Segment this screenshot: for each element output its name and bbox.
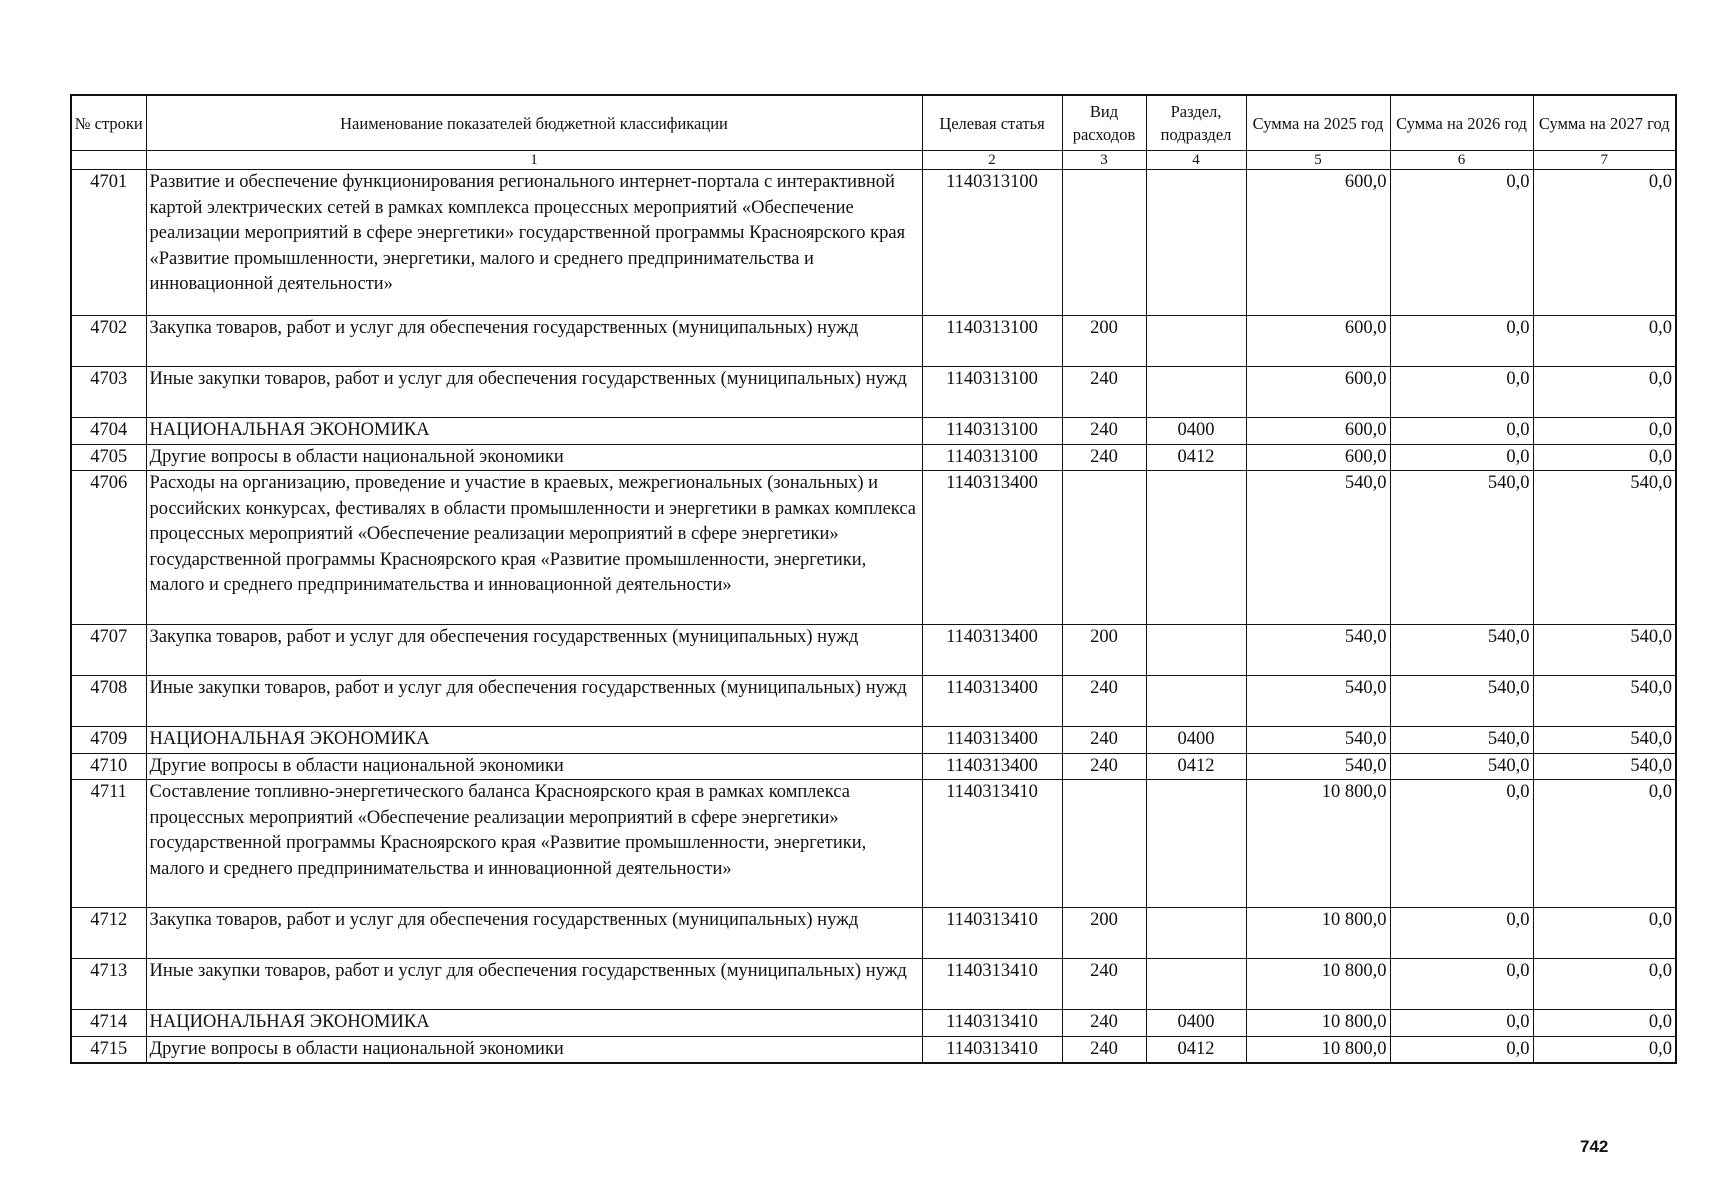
table-row: [71, 367, 1676, 418]
row-name: Другие вопросы в области национальной экономики: [146, 1036, 922, 1063]
row-section: [1146, 780, 1246, 908]
row-number: 4702: [71, 316, 146, 367]
row-number: 4712: [71, 908, 146, 959]
row-target: 1140313400: [922, 727, 1062, 754]
row-section: [1146, 625, 1246, 676]
row-number: 4704: [71, 418, 146, 445]
row-name: Закупка товаров, работ и услуг для обеспечения государственных (муниципальных) нужд: [146, 625, 922, 676]
row-sum-2025: 10 800,0: [1246, 1010, 1390, 1037]
row-sum-2025: 600,0: [1246, 170, 1390, 316]
row-name: НАЦИОНАЛЬНАЯ ЭКОНОМИКА: [146, 727, 922, 754]
row-sum-2027: 0,0: [1533, 418, 1676, 445]
row-target: 1140313410: [922, 1036, 1062, 1063]
row-number: 4709: [71, 727, 146, 754]
table-row: [71, 676, 1676, 727]
row-section: [1146, 170, 1246, 316]
column-number-row: [71, 151, 1676, 170]
header-row: [71, 95, 1676, 151]
row-name: Иные закупки товаров, работ и услуг для обеспечения государственных (муниципальных) нужд: [146, 676, 922, 727]
row-target: 1140313100: [922, 418, 1062, 445]
row-kind: 240: [1062, 1036, 1146, 1063]
header-sum-2025: Сумма на 2025 год: [1246, 95, 1390, 151]
table-row: [71, 444, 1676, 471]
row-sum-2025: 540,0: [1246, 753, 1390, 780]
row-section: 0412: [1146, 1036, 1246, 1063]
page-number: 742: [1580, 1137, 1609, 1156]
row-sum-2026: 540,0: [1390, 625, 1533, 676]
row-kind: 200: [1062, 908, 1146, 959]
budget-sheet: [70, 94, 1675, 1064]
row-number: 4715: [71, 1036, 146, 1063]
table-row: [71, 908, 1676, 959]
row-target: 1140313100: [922, 444, 1062, 471]
row-number: 4705: [71, 444, 146, 471]
column-number: 5: [1246, 151, 1390, 170]
row-kind: [1062, 170, 1146, 316]
row-sum-2027: 540,0: [1533, 625, 1676, 676]
row-section: 0412: [1146, 444, 1246, 471]
row-sum-2026: 540,0: [1390, 753, 1533, 780]
row-name: Закупка товаров, работ и услуг для обеспечения государственных (муниципальных) нужд: [146, 316, 922, 367]
header-row-no: № строки: [71, 95, 146, 151]
row-section: 0400: [1146, 418, 1246, 445]
header-target: Целевая статья: [922, 95, 1062, 151]
row-name: Иные закупки товаров, работ и услуг для обеспечения государственных (муниципальных) нужд: [146, 959, 922, 1010]
column-number: 1: [146, 151, 922, 170]
row-sum-2027: 0,0: [1533, 316, 1676, 367]
row-sum-2026: 0,0: [1390, 780, 1533, 908]
column-number: 7: [1533, 151, 1676, 170]
row-section: [1146, 959, 1246, 1010]
row-name: Составление топливно-энергетического баланса Красноярского края в рамках комплекса процессных мероприятий «Обеспечение реализации мероприятий в сфере энергетики» государственной программы Красноярского края «Развитие промышленности, энергетики, малого и среднего предпринимательства и инновационной деятельности»: [146, 780, 922, 908]
table-row: [71, 780, 1676, 908]
row-kind: 240: [1062, 1010, 1146, 1037]
row-sum-2026: 0,0: [1390, 316, 1533, 367]
row-sum-2026: 0,0: [1390, 959, 1533, 1010]
row-kind: 240: [1062, 676, 1146, 727]
row-sum-2026: 0,0: [1390, 170, 1533, 316]
row-number: 4713: [71, 959, 146, 1010]
row-sum-2025: 540,0: [1246, 471, 1390, 625]
row-section: 0412: [1146, 753, 1246, 780]
row-target: 1140313100: [922, 170, 1062, 316]
row-section: [1146, 471, 1246, 625]
row-sum-2025: 10 800,0: [1246, 780, 1390, 908]
table-row: [71, 1010, 1676, 1037]
row-sum-2027: 0,0: [1533, 908, 1676, 959]
row-target: 1140313410: [922, 959, 1062, 1010]
row-kind: 240: [1062, 959, 1146, 1010]
row-number: 4707: [71, 625, 146, 676]
header-sum-2026: Сумма на 2026 год: [1390, 95, 1533, 151]
row-sum-2027: 540,0: [1533, 753, 1676, 780]
row-sum-2027: 0,0: [1533, 444, 1676, 471]
row-number: 4711: [71, 780, 146, 908]
table-body: [71, 170, 1676, 1064]
row-number: 4701: [71, 170, 146, 316]
row-section: [1146, 908, 1246, 959]
row-sum-2025: 10 800,0: [1246, 908, 1390, 959]
row-sum-2027: 540,0: [1533, 471, 1676, 625]
row-target: 1140313410: [922, 908, 1062, 959]
row-sum-2026: 0,0: [1390, 908, 1533, 959]
table-row: [71, 1036, 1676, 1063]
table-row: [71, 316, 1676, 367]
row-sum-2025: 10 800,0: [1246, 1036, 1390, 1063]
column-number: 3: [1062, 151, 1146, 170]
table-row: [71, 959, 1676, 1010]
row-sum-2025: 600,0: [1246, 367, 1390, 418]
row-number: 4708: [71, 676, 146, 727]
row-target: 1140313400: [922, 471, 1062, 625]
row-sum-2026: 0,0: [1390, 367, 1533, 418]
row-sum-2025: 10 800,0: [1246, 959, 1390, 1010]
row-sum-2025: 600,0: [1246, 316, 1390, 367]
table-row: [71, 170, 1676, 316]
row-section: 0400: [1146, 1010, 1246, 1037]
row-sum-2025: 540,0: [1246, 625, 1390, 676]
row-name: Другие вопросы в области национальной экономики: [146, 444, 922, 471]
row-sum-2027: 0,0: [1533, 1010, 1676, 1037]
row-kind: 240: [1062, 367, 1146, 418]
table-row: [71, 471, 1676, 625]
row-target: 1140313100: [922, 367, 1062, 418]
row-sum-2025: 600,0: [1246, 444, 1390, 471]
row-name: Развитие и обеспечение функционирования регионального интернет-портала с интерактивной картой электрических сетей в рамках комплекса процессных мероприятий «Обеспечение реализации мероприятий в сфере энергетики» государственной программы Красноярского края «Развитие промышленности, энергетики, малого и среднего предпринимательства и инновационной деятельности»: [146, 170, 922, 316]
row-sum-2026: 0,0: [1390, 1036, 1533, 1063]
row-sum-2026: 540,0: [1390, 727, 1533, 754]
row-sum-2027: 540,0: [1533, 727, 1676, 754]
row-sum-2025: 540,0: [1246, 727, 1390, 754]
row-sum-2027: 0,0: [1533, 959, 1676, 1010]
row-section: 0400: [1146, 727, 1246, 754]
table-row: [71, 625, 1676, 676]
column-number: [71, 151, 146, 170]
table-row: [71, 418, 1676, 445]
row-target: 1140313410: [922, 1010, 1062, 1037]
row-kind: 200: [1062, 316, 1146, 367]
row-kind: 240: [1062, 727, 1146, 754]
row-sum-2026: 540,0: [1390, 676, 1533, 727]
row-kind: 240: [1062, 418, 1146, 445]
header-sum-2027: Сумма на 2027 год: [1533, 95, 1676, 151]
column-number: 2: [922, 151, 1062, 170]
row-sum-2026: 540,0: [1390, 471, 1533, 625]
column-number: 4: [1146, 151, 1246, 170]
row-name: Другие вопросы в области национальной экономики: [146, 753, 922, 780]
row-section: [1146, 676, 1246, 727]
row-number: 4714: [71, 1010, 146, 1037]
row-sum-2026: 0,0: [1390, 418, 1533, 445]
header-section: Раздел, подраздел: [1146, 95, 1246, 151]
row-target: 1140313400: [922, 676, 1062, 727]
row-kind: 240: [1062, 753, 1146, 780]
row-target: 1140313100: [922, 316, 1062, 367]
row-name: Иные закупки товаров, работ и услуг для обеспечения государственных (муниципальных) нужд: [146, 367, 922, 418]
row-kind: [1062, 780, 1146, 908]
row-target: 1140313400: [922, 625, 1062, 676]
row-target: 1140313410: [922, 780, 1062, 908]
row-section: [1146, 367, 1246, 418]
row-section: [1146, 316, 1246, 367]
row-sum-2027: 0,0: [1533, 780, 1676, 908]
row-sum-2025: 540,0: [1246, 676, 1390, 727]
row-target: 1140313400: [922, 753, 1062, 780]
row-name: НАЦИОНАЛЬНАЯ ЭКОНОМИКА: [146, 1010, 922, 1037]
row-sum-2026: 0,0: [1390, 444, 1533, 471]
row-number: 4706: [71, 471, 146, 625]
header-name: Наименование показателей бюджетной классификации: [146, 95, 922, 151]
row-kind: [1062, 471, 1146, 625]
row-number: 4710: [71, 753, 146, 780]
row-name: Расходы на организацию, проведение и участие в краевых, межрегиональных (зональных) и российских конкурсах, фестивалях в области промышленности и энергетики в рамках комплекса процессных мероприятий «Обеспечение реализации мероприятий в сфере энергетики» государственной программы Красноярского края «Развитие промышленности, энергетики, малого и среднего предпринимательства и инновационной деятельности»: [146, 471, 922, 625]
row-sum-2027: 0,0: [1533, 367, 1676, 418]
row-kind: 240: [1062, 444, 1146, 471]
row-name: Закупка товаров, работ и услуг для обеспечения государственных (муниципальных) нужд: [146, 908, 922, 959]
table-row: [71, 727, 1676, 754]
row-sum-2026: 0,0: [1390, 1010, 1533, 1037]
row-sum-2027: 0,0: [1533, 1036, 1676, 1063]
table-row: [71, 753, 1676, 780]
row-name: НАЦИОНАЛЬНАЯ ЭКОНОМИКА: [146, 418, 922, 445]
row-number: 4703: [71, 367, 146, 418]
row-sum-2025: 600,0: [1246, 418, 1390, 445]
row-kind: 200: [1062, 625, 1146, 676]
budget-table: [70, 94, 1677, 1064]
column-number: 6: [1390, 151, 1533, 170]
row-sum-2027: 540,0: [1533, 676, 1676, 727]
row-sum-2027: 0,0: [1533, 170, 1676, 316]
header-kind: Вид расходов: [1062, 95, 1146, 151]
